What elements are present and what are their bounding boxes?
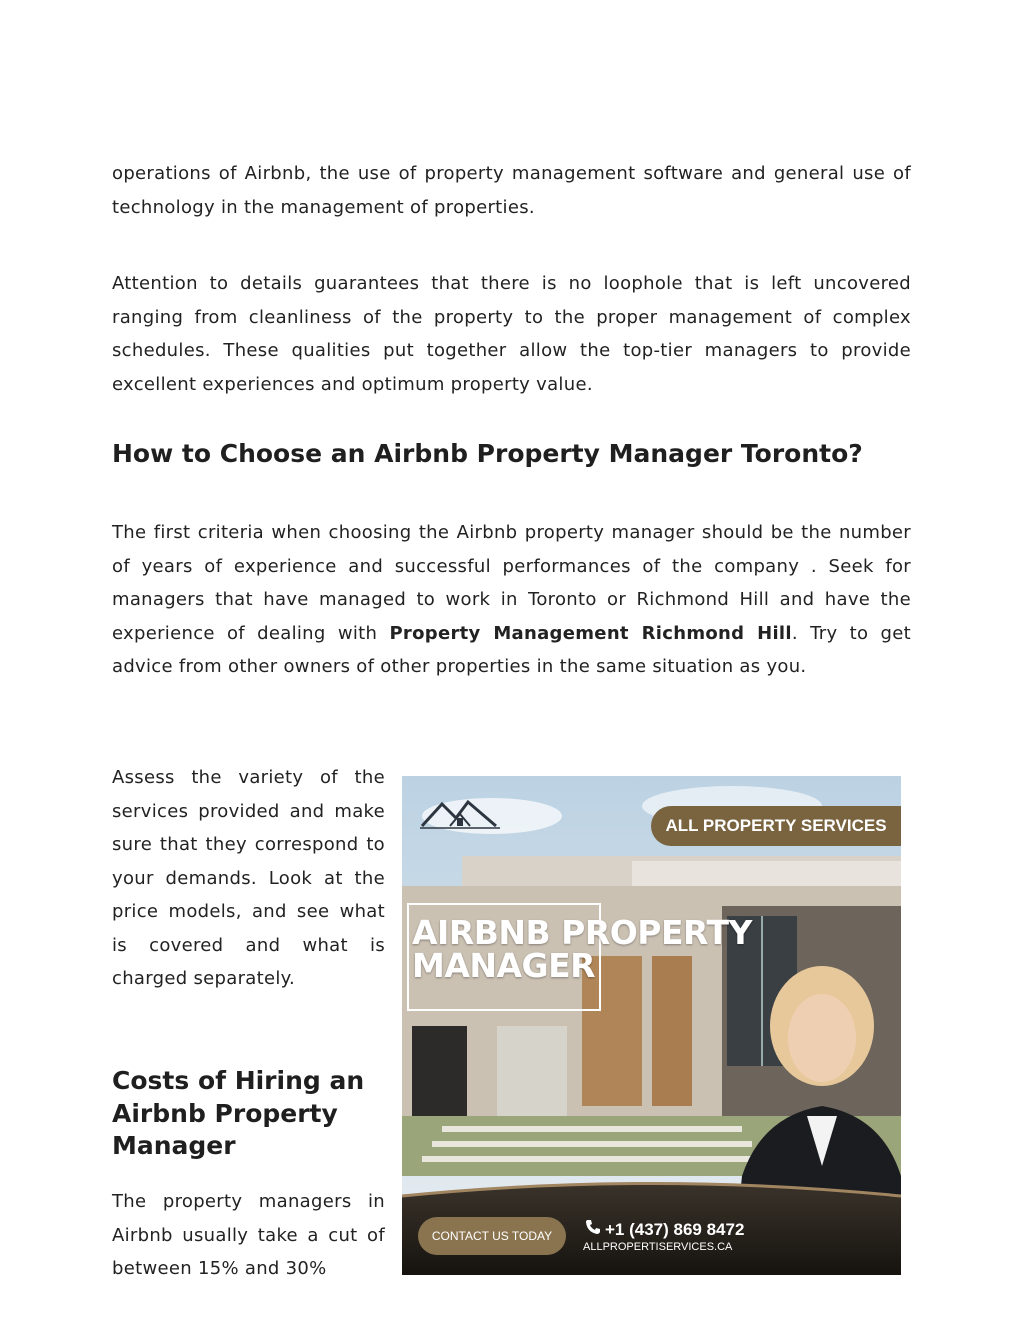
intro-paragraph: operations of Airbnb, the use of property management software and general use of technology in the management of properties.: [112, 163, 911, 218]
phone-icon: [585, 1219, 601, 1235]
brand-badge: ALL PROPERTY SERVICES: [651, 806, 901, 846]
attention-paragraph: Attention to details guarantees that there is no loophole that is left uncovered ranging from cleanliness of the property to the proper management of complex schedules. These qualities put together allow the top-tier managers to provide excellent experiences and optimum property value.: [112, 273, 911, 395]
criteria-text-start: The first criteria when choosing the Airbnb property manager should be the number of years of experience and successful performances of the company . Seek for managers that have managed to work in Toronto or Richmond Hill and have the experience of dealing with: [112, 522, 911, 644]
banner-illustration: [402, 776, 901, 1275]
section-heading-costs: Costs of Hiring an Airbnb Property Manager: [112, 1066, 365, 1160]
contact-us-button[interactable]: CONTACT US TODAY: [418, 1217, 566, 1255]
criteria-text-end: . Try to get advice from other owners of other properties in the same situation as you.: [112, 622, 911, 677]
website-url: ALLPROPERTISERVICES.CA: [583, 1241, 733, 1253]
phone-number: [585, 1219, 744, 1240]
house-logo-icon: [420, 794, 500, 830]
property-management-link-text: Property Management Richmond Hill: [389, 622, 792, 644]
banner-title-line1: AIRBNB PROPERTY: [412, 913, 752, 952]
promo-banner-image: [402, 776, 901, 1275]
banner-title-line2: MANAGER: [412, 946, 596, 985]
costs-paragraph: The property managers in Airbnb usually take a cut of between 15% and 30%: [112, 1191, 385, 1279]
criteria-paragraph: [112, 516, 911, 684]
services-paragraph: Assess the variety of the services provided and make sure that they correspond to your demands. Look at the price models, and see what is covered and what is charged separately.: [112, 767, 385, 989]
banner-title: [412, 913, 792, 985]
phone-number-text: +1 (437) 869 8472: [605, 1220, 745, 1239]
section-heading-choose: How to Choose an Airbnb Property Manager Toronto?: [112, 439, 863, 468]
